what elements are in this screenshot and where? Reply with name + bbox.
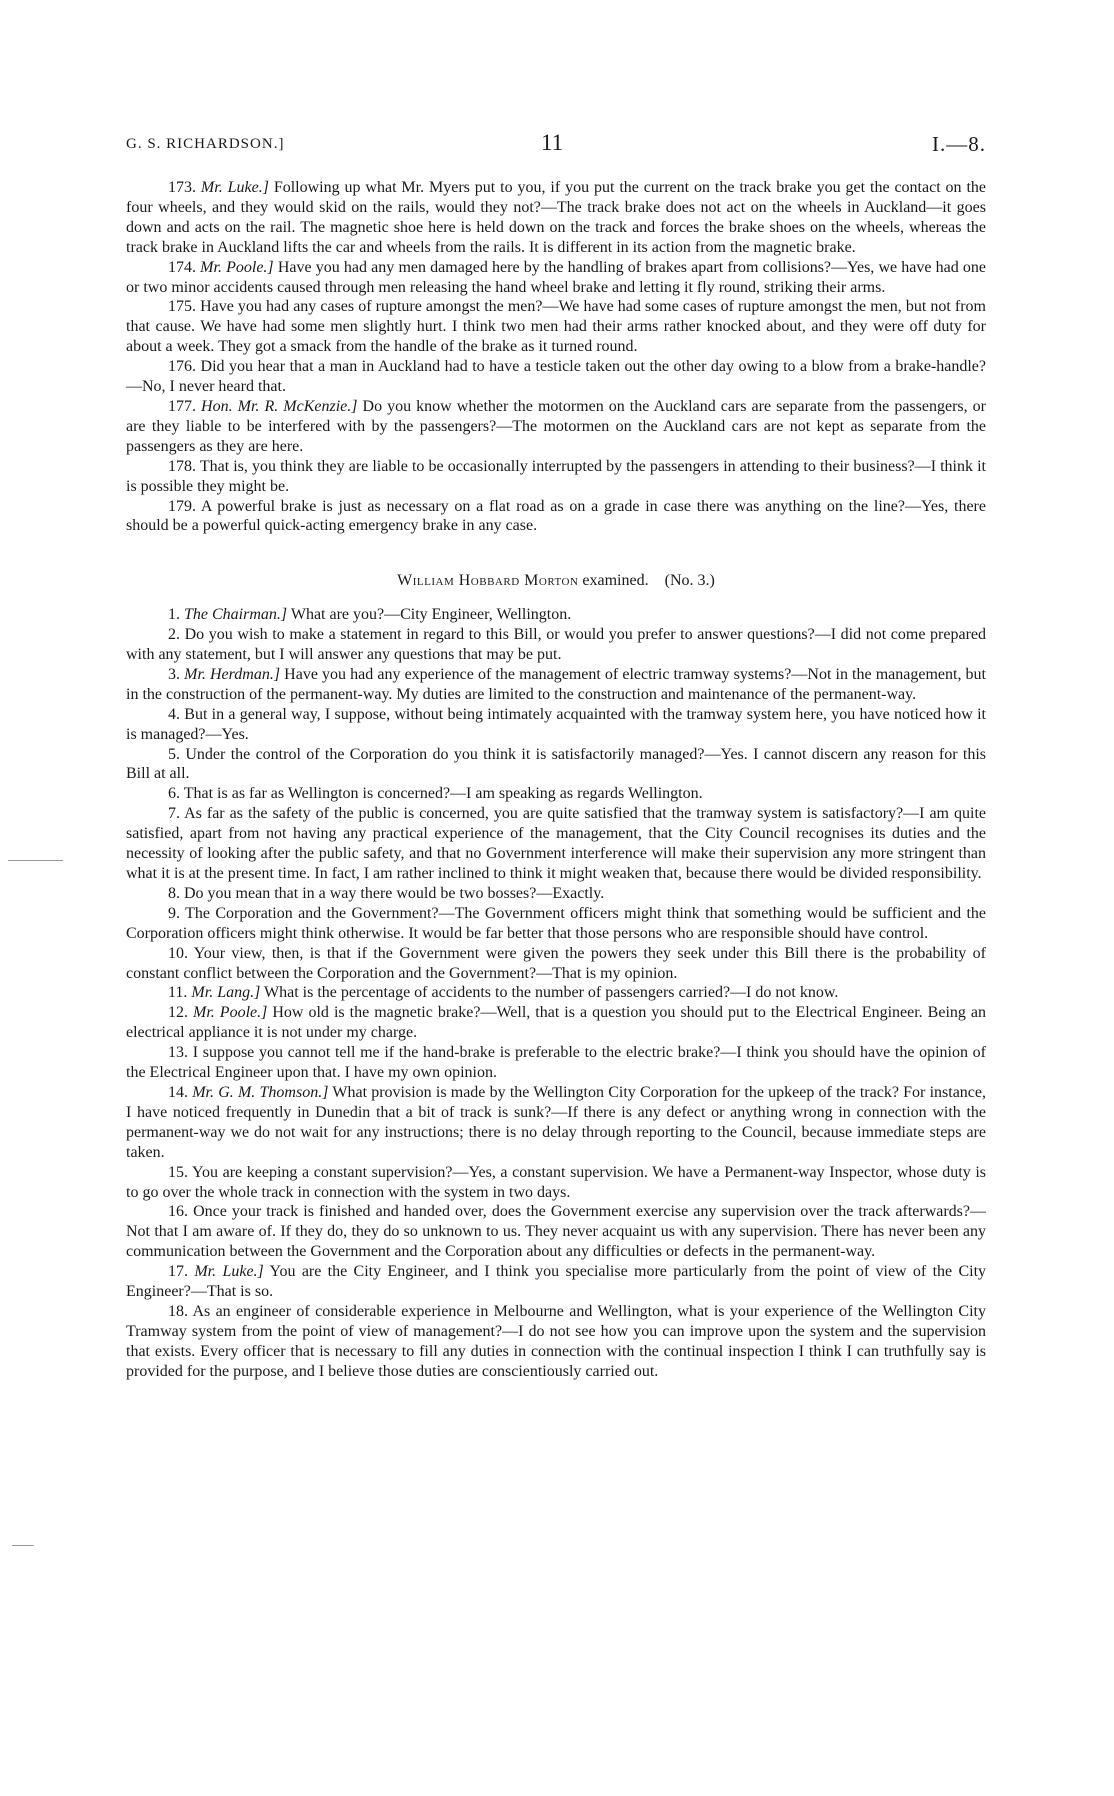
question-number: 14. (168, 1083, 188, 1101)
question-number: 17. (168, 1263, 188, 1281)
question-answer-text: Have you had any experience of the management of electric tramway systems?—Not in the management, but in the construction of the permanent-way. My duties are limited to the construction and maintenance of the permanent-way. (126, 665, 987, 703)
question-paragraph (126, 745, 986, 785)
paper-reference: I.—8. (932, 132, 986, 156)
question-paragraph (126, 397, 986, 457)
questioner-name: Mr. Luke.] (200, 179, 269, 196)
question-paragraph (126, 178, 986, 258)
testimony-block-1 (126, 178, 986, 536)
question-paragraph (126, 1043, 986, 1083)
question-answer-text: Once your track is finished and handed over, does the Government exercise any supervision over the track afterwards?—Not that I am aware of. If they do, they do so unknown to us. They never acquaint us with any supervision. There has never been any communication between the Government and the Corporation about any difficulties or defects in the permanent-way. (126, 1203, 987, 1261)
header-witness-name: G. S. RICHARDSON.] (126, 136, 285, 152)
question-answer-text: How old is the magnetic brake?—Well, that is a question you should put to the Electrical Engineer. Being an electrical appliance it is not under my charge. (126, 1004, 987, 1042)
question-paragraph (126, 297, 986, 357)
question-answer-text: That is as far as Wellington is concerned?—I am speaking as regards Wellington. (183, 785, 703, 803)
question-number: 4. (168, 705, 180, 723)
questioner-name: Mr. Lang.] (191, 984, 261, 1002)
question-paragraph (126, 357, 986, 397)
question-answer-text: The Corporation and the Government?—The Government officers might think that something would be sufficient and the Corporation officers might think otherwise. It would be far better that those persons who are responsible should have control. (126, 904, 987, 942)
question-number: 176. (168, 358, 196, 376)
margin-scan-mark (12, 1545, 34, 1546)
question-paragraph (126, 1202, 986, 1262)
question-answer-text: Under the control of the Corporation do you think it is satisfactorily managed?—Yes. I cannot discern any reason for this Bill at all. (126, 745, 987, 783)
question-number: 16. (168, 1203, 188, 1221)
question-number: 174. (168, 258, 196, 276)
question-number: 9. (168, 904, 180, 922)
question-answer-text: But in a general way, I suppose, without being intimately acquainted with the tramway system here, you have noticed how it is managed?—Yes. (126, 705, 986, 743)
question-number: 2. (168, 626, 180, 644)
question-paragraph (126, 1003, 986, 1043)
question-number: 12. (168, 1004, 188, 1022)
question-answer-text: I suppose you cannot tell me if the hand-brake is preferable to the electric brake?—I think you should have the opinion of the Electrical Engineer upon that. I have my own opinion. (126, 1044, 987, 1082)
question-answer-text: Have you had any men damaged here by the handling of brakes apart from collisions?—Yes, we have had one or two minor accidents caused through men releasing the hand wheel brake and letting it fly round, striking their arms. (126, 258, 987, 296)
question-answer-text: What is the percentage of accidents to the number of passengers carried?—I do not know. (260, 984, 839, 1002)
question-paragraph (126, 884, 986, 904)
question-number: 8. (168, 884, 180, 902)
question-paragraph (126, 1262, 986, 1302)
question-paragraph (126, 665, 986, 705)
question-number: 11. (168, 984, 188, 1002)
question-answer-text: That is, you think they are liable to be occasionally interrupted by the passengers in attending to their business?—I think it is possible they might be. (126, 457, 986, 495)
questioner-name: Mr. Herdman.] (184, 665, 281, 683)
question-paragraph (126, 804, 986, 884)
question-number: 175. (168, 298, 196, 316)
questioner-name: Mr. Poole.] (193, 1004, 268, 1022)
question-paragraph (126, 944, 986, 984)
question-answer-text: Did you hear that a man in Auckland had to have a testicle taken out the other day owing to a blow from a brake-handle?—No, I never heard that. (126, 358, 987, 396)
page-number: 11 (541, 130, 564, 155)
question-number: 179. (168, 497, 196, 515)
questioner-name: Mr. G. M. Thomson.] (192, 1083, 329, 1101)
question-answer-text: Do you mean that in a way there would be two bosses?—Exactly. (184, 884, 605, 902)
question-answer-text: Do you wish to make a statement in regard to this Bill, or would you prefer to answer questions?—I did not come prepared with any statement, but I will answer any questions that may be put. (126, 626, 987, 664)
question-answer-text: You are the City Engineer, and I think you specialise more particularly from the point of view of the City Engineer?—That is so. (126, 1263, 987, 1301)
questioner-name: The Chairman.] (184, 606, 288, 624)
question-answer-text: As an engineer of considerable experience in Melbourne and Wellington, what is your experience of the Wellington City Tramway system from the point of view of management?—I do not see how you can improve upon the system and the supervision that exists. Every officer that is necessary to fill any duties in connection with the continual inspection I think I can truthfully say is provided for the purpose, and I believe those duties are conscientiously carried out. (126, 1302, 986, 1380)
question-paragraph (126, 784, 986, 804)
question-answer-text: Your view, then, is that if the Government were given the powers they seek under this Bill there is the probability of constant conflict between the Corporation and the Government?—That is my opinion. (126, 944, 986, 982)
question-paragraph (126, 705, 986, 745)
question-answer-text: Following up what Mr. Myers put to you, if you put the current on the track brake you get the contact on the four wheels, and they would skid on the rails, would they not?—The track brake does not act on the wheels in Auckland—it goes down and acts on the rail. The magnetic shoe here is held down on the track and forces the brake shoes on the wheels, whereas the track brake in Auckland lifts the car and wheels from the rails. It is different in its action from the magnetic brake. (126, 179, 987, 256)
body-text (126, 178, 986, 1382)
question-paragraph (126, 983, 986, 1003)
question-number: 1. (168, 606, 180, 624)
question-paragraph (126, 1302, 986, 1382)
question-number: 178. (168, 457, 196, 475)
question-number: 3. (168, 665, 180, 683)
question-number: 13. (168, 1044, 188, 1062)
question-answer-text: As far as the safety of the public is concerned, you are quite satisfied that the tramway system is satisfactory?—I am quite satisfied, apart from not having any practical experience of the management, that the City Council recognises its duties and the necessity of looking after the public safety, and that no Government interference will make their supervision any more stringent than what it is at the present time. In fact, I am rather inclined to think it might weaken that, because there would be divided responsibility. (126, 805, 986, 882)
question-number: 177. (168, 397, 196, 415)
question-number: 15. (168, 1163, 188, 1181)
question-answer-text: A powerful brake is just as necessary on a flat road as on a grade in case there was anything on the line?—Yes, there should be a powerful quick-acting emergency brake in any case. (126, 497, 986, 535)
question-number: 5. (168, 745, 180, 763)
questioner-name: Mr. Poole.] (200, 258, 274, 276)
question-answer-text: You are keeping a constant supervision?—Yes, a constant supervision. We have a Permanent-way Inspector, whose duty is to go over the whole track in connection with the system in two days. (126, 1163, 987, 1201)
margin-scan-mark (8, 860, 63, 861)
question-answer-text: What are you?—City Engineer, Wellington. (287, 606, 572, 624)
witness-heading-suffix: examined. (578, 572, 649, 590)
question-paragraph (126, 1083, 986, 1163)
question-paragraph (126, 904, 986, 944)
question-answer-text: Have you had any cases of rupture amongst the men?—We have had some cases of rupture amongst the men, but not from that cause. We have had some men slightly hurt. I think two men had their arms rather knocked about, and they were off duty for about a week. They got a smack from the handle of the brake as it turned round. (126, 298, 987, 356)
question-paragraph (126, 258, 986, 298)
witness-name: William Hobbard Morton (397, 572, 579, 590)
question-paragraph (126, 497, 986, 537)
question-answer-text: Do you know whether the motormen on the Auckland cars are separate from the passengers, or are they liable to be interfered with by the passengers?—The motormen on the Auckland cars are not kept as separate from the passengers as they are here. (126, 397, 987, 455)
question-paragraph (126, 625, 986, 665)
question-number: 18. (168, 1302, 188, 1320)
question-answer-text: What provision is made by the Wellington City Corporation for the upkeep of the track? For instance, I have noticed frequently in Dunedin that a bit of track is sunk?—If there is any defect or anything wrong in connection with the permanent-way we do not wait for any instructions; there is no delay through reporting to the Council, because immediate steps are taken. (126, 1083, 987, 1161)
page-header (126, 128, 986, 160)
testimony-block-2 (126, 605, 986, 1381)
question-paragraph (126, 605, 986, 625)
question-paragraph (126, 1163, 986, 1203)
question-number: 7. (168, 805, 180, 823)
witness-number: (No. 3.) (664, 572, 715, 590)
question-paragraph (126, 457, 986, 497)
question-number: 173. (168, 179, 196, 196)
question-number: 6. (168, 785, 180, 803)
questioner-name: Mr. Luke.] (194, 1263, 264, 1281)
questioner-name: Hon. Mr. R. McKenzie.] (201, 397, 358, 415)
question-number: 10. (168, 944, 188, 962)
witness-heading (126, 571, 986, 591)
